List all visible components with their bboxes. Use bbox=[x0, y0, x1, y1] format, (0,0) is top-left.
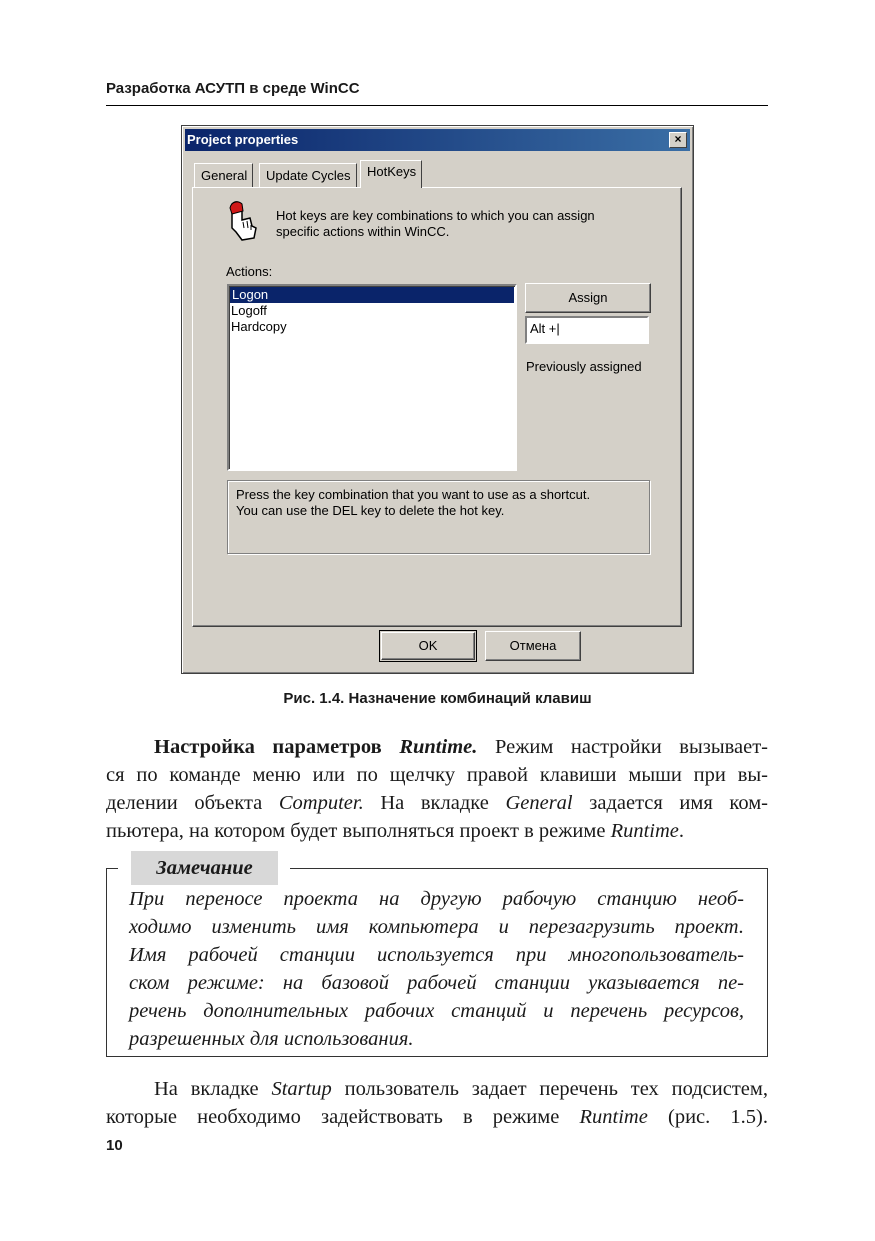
action-item-logon[interactable]: Logon bbox=[230, 287, 514, 303]
assign-button[interactable]: Assign bbox=[525, 283, 651, 313]
info-line: specific actions within WinCC. bbox=[276, 224, 450, 239]
cancel-button[interactable]: Отмена bbox=[485, 631, 581, 661]
text-run: пьютера, на котором будет выполняться проект в режиме bbox=[106, 820, 611, 842]
paragraph-line bbox=[106, 733, 768, 761]
running-head: Разработка АСУТП в среде WinCC bbox=[106, 80, 360, 97]
note-text bbox=[129, 885, 744, 1053]
text-run: которые необходимо задействовать в режиме bbox=[106, 1106, 580, 1128]
general-term: General bbox=[505, 792, 573, 814]
tab-hotkeys[interactable]: HotKeys bbox=[360, 160, 422, 188]
actions-label: Actions: bbox=[226, 264, 273, 279]
text-run: (рис. 1.5). bbox=[647, 1106, 768, 1128]
tab-update-cycles[interactable]: Update Cycles bbox=[259, 163, 357, 187]
paragraph-line: ся по команде меню или по щелчку правой клавиши мыши при вы- bbox=[106, 764, 768, 786]
text-run: На вкладке bbox=[154, 1078, 272, 1100]
hint-box bbox=[227, 480, 650, 554]
page-number: 10 bbox=[106, 1137, 123, 1154]
note-line: ском режиме: на базовой рабочей станции указывается пе- bbox=[129, 972, 744, 994]
note-line: речень дополнительных рабочих станций и перечень ресурсов, bbox=[129, 1000, 744, 1022]
paragraph-startup bbox=[106, 1075, 768, 1131]
hint-text bbox=[236, 487, 590, 519]
note-line: При переносе проекта на другую рабочую станцию необ- bbox=[129, 888, 744, 910]
paragraph-line bbox=[106, 817, 768, 845]
title-bar bbox=[185, 129, 690, 151]
runtime-term: Runtime bbox=[610, 820, 679, 842]
paragraph-line bbox=[106, 1103, 768, 1131]
action-item-logoff[interactable]: Logoff bbox=[231, 303, 267, 318]
info-line: Hot keys are key combinations to which you can assign bbox=[276, 208, 595, 223]
text-run: делении объекта bbox=[106, 792, 279, 814]
actions-listbox[interactable] bbox=[227, 284, 517, 471]
hotkey-input[interactable]: Alt +| bbox=[525, 316, 649, 344]
runtime-term: Runtime. bbox=[399, 736, 478, 758]
note-line: разрешенных для использования. bbox=[129, 1028, 414, 1050]
close-button[interactable] bbox=[669, 132, 687, 148]
text-run: Режим настройки вызывает- bbox=[477, 736, 768, 758]
action-item-hardcopy[interactable]: Hardcopy bbox=[231, 319, 287, 334]
note-line: Имя рабочей станции используется при многопользователь- bbox=[129, 944, 744, 966]
figure-caption: Рис. 1.4. Назначение комбинаций клавиш bbox=[283, 690, 592, 707]
text-run: . bbox=[678, 820, 685, 842]
paragraph-line bbox=[106, 789, 768, 817]
paragraph-runtime-settings bbox=[106, 733, 768, 845]
text-run: задается имя ком- bbox=[572, 792, 768, 814]
hand-pointer-icon bbox=[226, 198, 272, 244]
note-title: Замечание bbox=[131, 851, 278, 885]
hint-line: You can use the DEL key to delete the hot key. bbox=[236, 503, 505, 518]
note-line: ходимо изменить имя компьютера и перезагрузить проект. bbox=[129, 916, 744, 938]
startup-term: Startup bbox=[271, 1078, 332, 1100]
runtime-term: Runtime bbox=[579, 1106, 648, 1128]
paragraph-line bbox=[106, 1075, 768, 1103]
close-icon: × bbox=[674, 132, 682, 146]
project-properties-dialog bbox=[181, 125, 694, 674]
text-run: На вкладке bbox=[363, 792, 506, 814]
window-title: Project properties bbox=[187, 132, 299, 147]
hotkeys-info-text bbox=[276, 208, 595, 240]
bold-lead: Настройка параметров bbox=[154, 736, 400, 758]
computer-term: Computer. bbox=[278, 792, 364, 814]
previously-assigned-label: Previously assigned bbox=[526, 359, 642, 374]
text-run: пользователь задает перечень тех подсистем, bbox=[331, 1078, 768, 1100]
hint-line: Press the key combination that you want to use as a shortcut. bbox=[236, 487, 591, 502]
header-rule bbox=[106, 105, 768, 106]
ok-button[interactable]: OK bbox=[381, 632, 475, 660]
tab-general[interactable]: General bbox=[194, 163, 253, 187]
